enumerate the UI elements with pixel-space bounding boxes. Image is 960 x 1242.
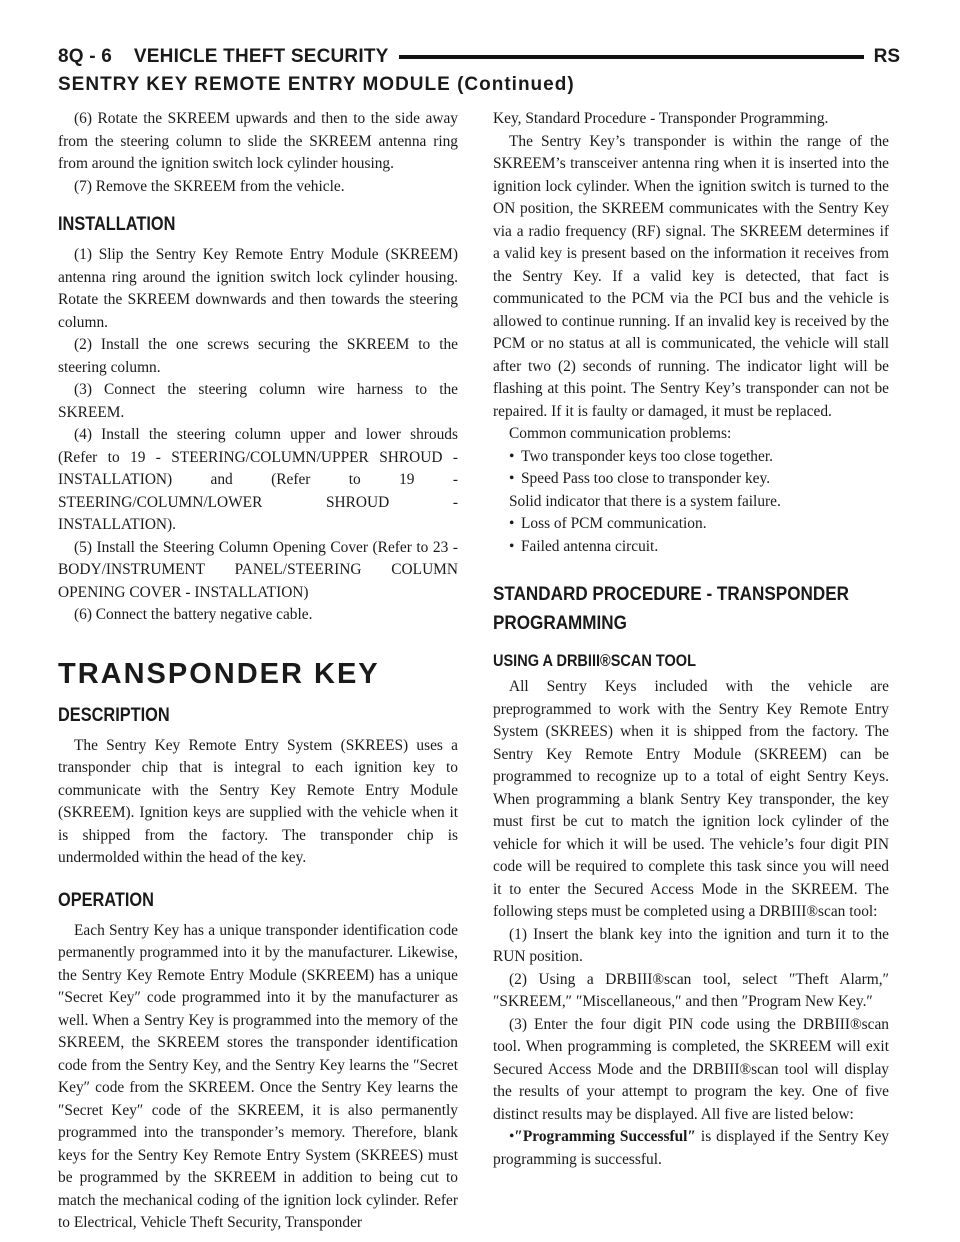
result-item: •″Programming Successful″ is displayed if the Sentry Key programming is successful. xyxy=(493,1128,889,1168)
install-step-3: (3) Connect the steering column wire harness to the SKREEM. xyxy=(58,381,458,421)
list-item: • Two transponder keys too close together. xyxy=(493,446,889,469)
bullet-icon: • xyxy=(509,537,515,555)
right-column xyxy=(493,108,889,1171)
procedure-step-2: (2) Using a DRBIII®scan tool, select ″Theft Alarm,″ ″SKREEM,″ ″Miscellaneous,″ and then ″Program New Key.″ xyxy=(493,970,889,1010)
description-text: The Sentry Key Remote Entry System (SKREES) uses a transponder chip that is integral to each ignition key to communicate with the Sentry Key Remote Entry Module (SKREEM). Ignition keys are supplied with the vehicle when it is shipped from the factory. The transponder chip is undermolded within the head of the key. xyxy=(58,736,458,866)
removal-step-7: (7) Remove the SKREEM from the vehicle. xyxy=(74,177,345,195)
bullet-icon: • xyxy=(509,447,515,465)
install-step-4: (4) Install the steering column upper and lower shrouds (Refer to 19 - STEERING/COLUMN/UPPER SHROUD - INSTALLATION) and (Refer to 19 - STEERING/COLUMN/LOWER SHROUD - INSTALLATION). xyxy=(58,426,458,533)
solid-indicator-label: Solid indicator that there is a system failure. xyxy=(509,492,781,510)
install-step-2: (2) Install the one screws securing the SKREEM to the steering column. xyxy=(58,336,458,376)
removal-step-6: (6) Rotate the SKREEM upwards and then to the side away from the steering column to slide the SKREEM antenna ring from around the ignition switch lock cylinder housing. xyxy=(58,110,458,172)
continued-heading: SENTRY KEY REMOTE ENTRY MODULE (Continued) xyxy=(58,74,575,95)
procedure-step-1: (1) Insert the blank key into the ignition and turn it to the RUN position. xyxy=(493,925,889,965)
bullet-icon: • xyxy=(509,470,515,487)
install-step-1: (1) Slip the Sentry Key Remote Entry Module (SKREEM) antenna ring around the ignition switch lock cylinder housing. Rotate the SKREEM downwards and then towards the steering column. xyxy=(58,246,458,331)
page-header xyxy=(58,42,900,72)
left-column xyxy=(58,108,458,1235)
procedure-step-3: (3) Enter the four digit PIN code using the DRBIII®scan tool. When programming is completed, the SKREEM will exit Secured Access Mode and the DRBIII®scan tool will display the results of your attempt to program the key. One of five distinct results may be displayed. All five are listed below: xyxy=(493,1015,889,1123)
standard-procedure-heading: STANDARD PROCEDURE - TRANSPONDER PROGRAMMING xyxy=(493,584,849,634)
page-section-title: 8Q - 6 VEHICLE THEFT SECURITY xyxy=(58,46,389,67)
transponder-key-heading: TRANSPONDER KEY xyxy=(58,657,380,690)
description-heading: DESCRIPTION xyxy=(58,704,170,726)
operation-paragraph-2: The Sentry Key’s transponder is within the range of the SKREEM’s transceiver antenna ring when it is inserted into the ignition lock cylinder. When the ignition switch is turned to the ON position, the SKREEM communicates with the Sentry Key via a radio frequency (RF) signal. The SKREEM determines if a valid key is present based on the information it receives from the Sentry Key. If a valid key is detected, that fact is communicated to the PCM via the PCI bus and the vehicle is allowed to continue running. If an invalid key is received by the PCM or no status at all is communicated, the vehicle will stall after two (2) seconds of running. The indicator light will be flashing at this point. The Sentry Key’s transponder can not be repaired. If it is faulty or damaged, it must be replaced. xyxy=(493,132,889,420)
list-item: • Speed Pass too close to transponder key. xyxy=(493,468,889,491)
installation-heading: INSTALLATION xyxy=(58,214,176,235)
install-step-6: (6) Connect the battery negative cable. xyxy=(74,606,313,623)
operation-heading: OPERATION xyxy=(58,889,154,911)
bullet-icon: • xyxy=(509,515,515,532)
model-code: RS xyxy=(873,46,900,67)
scan-tool-heading: USING A DRBIII®SCAN TOOL xyxy=(493,652,696,670)
install-step-5: (5) Install the Steering Column Opening Cover (Refer to 23 - BODY/INSTRUMENT PANEL/STEERING COLUMN OPENING COVER - INSTALLATION) xyxy=(58,538,458,601)
common-problems-label: Common communication problems: xyxy=(509,425,732,442)
procedure-intro: All Sentry Keys included with the vehicle are preprogrammed to work with the Sentry Key Remote Entry System (SKREES) when it is shipped from the factory. The Sentry Key Remote Entry Module (SKREEM) can be programmed to recognize up to a total of eight Sentry Keys. When programming a blank Sentry Key transponder, the key must first be cut to match the ignition lock cylinder of the vehicle for which it will be used. The vehicle’s four digit PIN code will be required to complete this task since you will need it to enter the Secured Access Mode in the SKREEM. The following steps must be completed using a DRBIII®scan tool: xyxy=(493,678,889,920)
list-item: • Loss of PCM communication. xyxy=(493,513,889,536)
operation-continued: Key, Standard Procedure - Transponder Programming. xyxy=(493,110,829,127)
operation-text: Each Sentry Key has a unique transponder identification code permanently programmed into it by the manufacturer. Likewise, the Sentry Key Remote Entry Module (SKREEM) has a unique ″Secret Key″ code programmed into it by the manufacturer as well. When a Sentry Key is programmed into the memory of the SKREEM, the SKREEM stores the transponder identification code from the Sentry Key, and the Sentry Key learns the ″Secret Key″ code from the SKREEM. Once the Sentry Key learns the ″Secret Key″ code of the SKREEM, it is also permanently programmed into the transponder’s memory. Therefore, blank keys for the Sentry Key Remote Entry System (SKREES) must be programmed by the SKREEM in addition to being cut to match the mechanical coding of the ignition lock cylinder. Refer to Electrical, Vehicle Theft Security, Transponder xyxy=(58,921,458,1231)
header-rule xyxy=(399,55,864,59)
list-item: • Failed antenna circuit. xyxy=(493,536,889,559)
